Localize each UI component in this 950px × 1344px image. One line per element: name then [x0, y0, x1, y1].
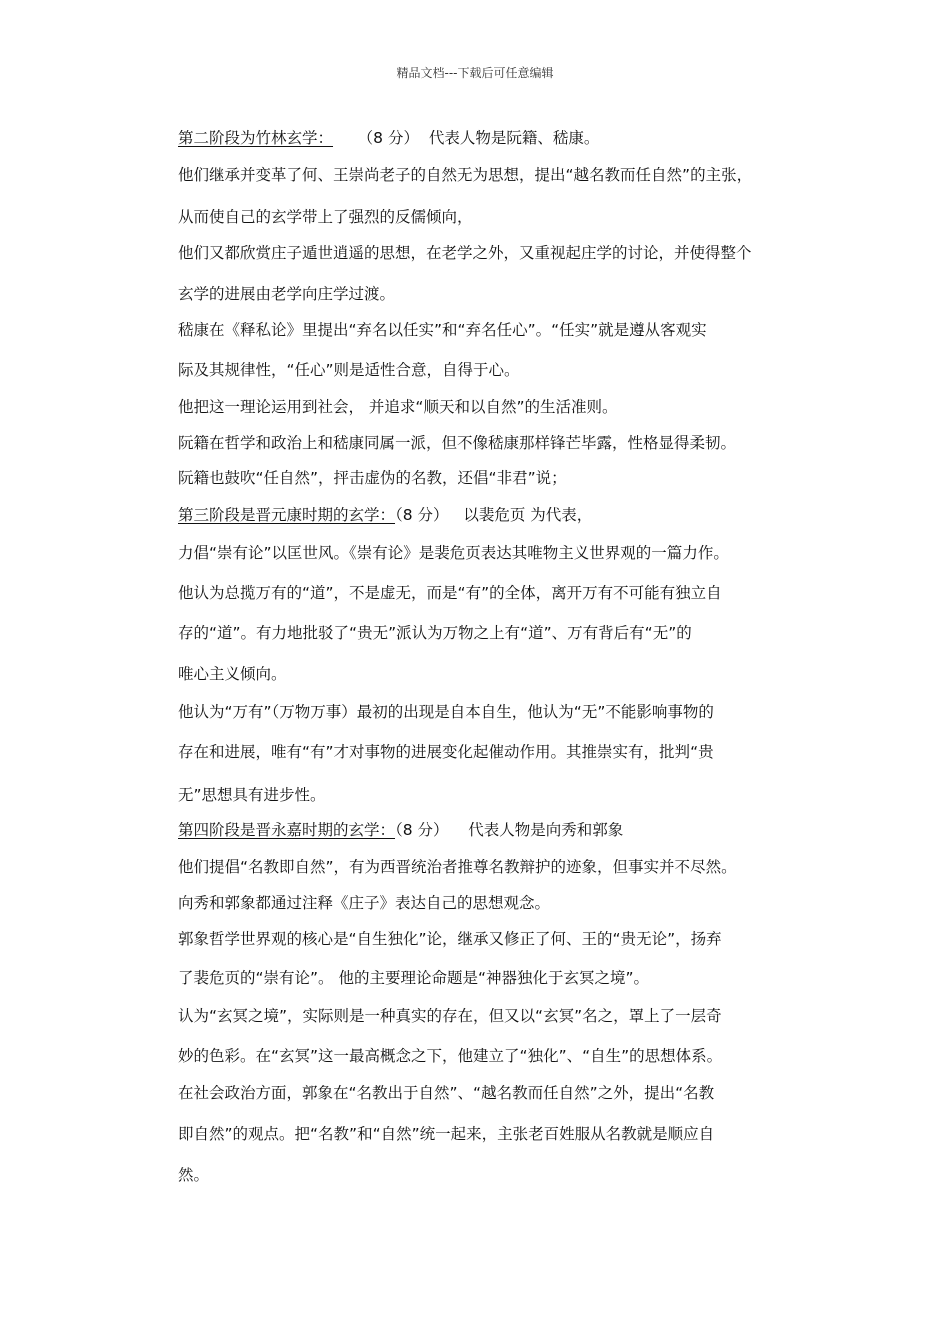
- body-line: 无”思想具有进步性。: [178, 786, 326, 804]
- section-score: （8 分）: [357, 129, 419, 147]
- body-line: 然。: [178, 1166, 210, 1184]
- section-score: （8 分）: [395, 821, 449, 839]
- section-title: 第三阶段是晋元康时期的玄学：: [178, 506, 396, 524]
- section-heading: [178, 505, 592, 525]
- page-header: 精品文档---下载后可任意编辑: [396, 66, 554, 80]
- section-note: 代表人物是向秀和郭象: [468, 821, 624, 839]
- body-line: 向秀和郭象都通过注释《庄子》表达自己的思想观念。: [178, 894, 551, 912]
- body-line: 存的“道”。有力地批驳了“贵无”派认为万物之上有“道”、万有背后有“无”的: [178, 624, 692, 642]
- body-line: 力倡“崇有论”以匡世风。《崇有论》是裴危页表达其唯物主义世界观的一篇力作。: [178, 544, 729, 562]
- body-line: 玄学的进展由老学向庄学过渡。: [178, 285, 396, 303]
- body-line: 他们提倡“名教即自然”，有为西晋统治者推尊名教辩护的迹象，但事实并不尽然。: [178, 858, 737, 876]
- body-line: 妙的色彩。在“玄冥”这一最高概念之下，他建立了“独化”、“自生”的思想体系。: [178, 1047, 723, 1065]
- body-line: 阮籍也鼓吹“任自然”，抨击虚伪的名教，还倡“非君”说；: [178, 469, 567, 487]
- body-line: 他认为“万有”（万物万事）最初的出现是自本自生，他认为“无”不能影响事物的: [178, 703, 714, 721]
- body-line: 唯心主义倾向。: [178, 665, 287, 683]
- body-line: 即自然”的观点。把“名教”和“自然”统一起来，主张老百姓服从名教就是顺应自: [178, 1125, 715, 1143]
- body-line: 际及其规律性，“任心”则是适性合意，自得于心。: [178, 361, 520, 379]
- body-line: 了裴危页的“崇有论”。 他的主要理论命题是“神器独化于玄冥之境”。: [178, 969, 650, 987]
- section-heading: [178, 128, 599, 148]
- section-heading: [178, 820, 623, 840]
- section-title: 第四阶段是晋永嘉时期的玄学：: [178, 821, 396, 839]
- section-title: 第二阶段为竹林玄学：: [178, 129, 334, 147]
- body-line: 阮籍在哲学和政治上和嵇康同属一派，但不像嵇康那样锋芒毕露，性格显得柔韧。: [178, 434, 737, 452]
- body-line: 他把这一理论运用到社会， 并追求“顺天和以自然”的生活准则。: [178, 398, 618, 416]
- body-line: 他们又都欣赏庄子遁世逍遥的思想，在老学之外，又重视起庄学的讨论，并使得整个: [178, 244, 752, 262]
- body-line: 他们继承并变革了何、王崇尚老子的自然无为思想，提出“越名教而任自然”的主张，: [178, 166, 753, 184]
- body-line: 从而使自己的玄学带上了强烈的反儒倾向，: [178, 208, 473, 226]
- body-line: 嵇康在《释私论》里提出“弃名以任实”和“弃名任心”。“任实”就是遵从客观实: [178, 321, 707, 339]
- body-line: 存在和进展，唯有“有”才对事物的进展变化起催动作用。其推崇实有，批判“贵: [178, 743, 714, 761]
- body-line: 在社会政治方面，郭象在“名教出于自然”、“越名教而任自然”之外，提出“名教: [178, 1084, 715, 1102]
- body-line: 认为“玄冥之境”，实际则是一种真实的存在，但又以“玄冥”名之，罩上了一层奇: [178, 1007, 722, 1025]
- body-line: 郭象哲学世界观的核心是“自生独化”论，继承又修正了何、王的“贵无论”，扬弃: [178, 930, 722, 948]
- section-note: 以裴危页 为代表，: [463, 506, 593, 524]
- section-note: 代表人物是阮籍、嵇康。: [428, 129, 600, 147]
- body-line: 他认为总揽万有的“道”，不是虚无，而是“有”的全体，离开万有不可能有独立自: [178, 584, 722, 602]
- section-score: （8 分）: [395, 506, 449, 524]
